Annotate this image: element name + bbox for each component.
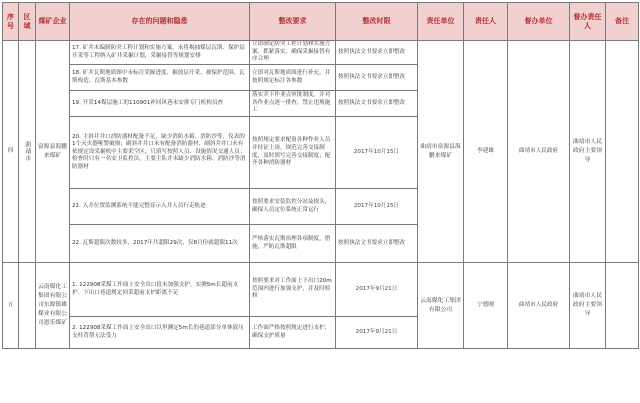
req-cell: 工作面严格按照规定进行支护，确保支护质量 <box>250 317 336 349</box>
group-note <box>606 263 639 349</box>
req-cell: 立即制定防突工程计划和实施方案，抓紧落实，确保采掘接替有序合理 <box>250 41 336 65</box>
group-person: 宁德刚 <box>464 263 508 349</box>
header-mine: 煤矿企业 <box>36 3 70 41</box>
header-note: 备注 <box>606 3 639 41</box>
issue-cell: 2. 122908采煤工作面上安全出口以里测定5m长的巷道部分单体液压支柱背帮无法受力 <box>70 317 250 349</box>
req-cell: 按照要求安装监控分站及探头，确保人员定位系统正常运行 <box>250 189 336 225</box>
rectification-table <box>2 2 639 349</box>
deadline-cell: 2017年9月21日 <box>336 263 418 317</box>
deadline-cell: 2017年9月21日 <box>336 317 418 349</box>
header-unit: 责任单位 <box>418 3 464 41</box>
req-cell: 立即对瓦斯地质图进行补充，并按照规定标注各参数 <box>250 65 336 91</box>
group-person: 李建雄 <box>464 41 508 263</box>
header-seq: 序号 <box>3 3 19 41</box>
issue-cell: 19. 开采14煤层施工的110901补回风巷未安排专门机构员查 <box>70 91 250 117</box>
group-sup-person: 曲靖市人民政府主要领导 <box>570 263 606 349</box>
deadline-cell: 按照执法文书要求立即整改 <box>336 91 418 117</box>
deadline-cell: 按照执法文书要求立即整改 <box>336 65 418 91</box>
group-seq: 五 <box>3 263 19 349</box>
group-unit: 曲靖市富源县海鹏来煤矿 <box>418 41 464 263</box>
deadline-cell: 2017年10月15日 <box>336 117 418 189</box>
issue-cell: 18. 矿井瓦斯地质图中未标注采掘进度、掘放层开采、被保护范围、瓦斯构造、瓦斯基本参数 <box>70 65 250 91</box>
group-mine: 富源县海鹏来煤矿 <box>36 41 70 263</box>
header-person: 责任人 <box>464 3 508 41</box>
group-seq: 四 <box>3 41 19 263</box>
issue-cell: 17. 矿井未编制防突工程计划和实施方案，未将揭抽煤层瓦斯、保护层开采等工程纳入矿井采掘计划，采掘接替等规划安排 <box>70 41 250 65</box>
group-unit: 云南煤化工集团有限公司 <box>418 263 464 349</box>
deadline-cell: 按照执法文书要求立即整改 <box>336 41 418 65</box>
group-sup-person: 曲靖市人民政府主要领导 <box>570 41 606 263</box>
group-supervisor: 曲靖市人民政府 <box>508 41 570 263</box>
header-row <box>3 3 639 41</box>
header-region: 区域 <box>19 3 36 41</box>
issue-cell: 1. 122908采煤工作面上安全出口段未加强支护，实测5m长超前支护、下出口巷道规定回采超前支护距离不足 <box>70 263 250 317</box>
table-row <box>3 41 639 65</box>
group-region <box>19 263 36 349</box>
group-note <box>606 41 639 263</box>
header-req: 整改要求 <box>250 3 336 41</box>
req-cell: 落实并下作业点审批制度，并对各作业点逐一排查，禁止违规施工 <box>250 91 336 117</box>
issue-cell: 20. 主斜井井口消防器材配备不足，缺少消防水箱、消防沙等，仪表的1个灭火器哑警破损；副斜井井口未有配备消防器材，副斜井井口未有依规定设采掘机中主要采空区，只填写按照人员、设施情况交通人员；检查时只有一名安卫监控员，主要主队井未缺少消防水箱、消防沙等消防器材 <box>70 117 250 189</box>
header-issues: 存在的问题和隐患 <box>70 3 250 41</box>
req-cell: 按照要求对工作面上下出口20m范围内进行加强支护，并及时检修 <box>250 263 336 317</box>
group-mine: 云南煤化工集团有限公司东源镇雄煤业有限公司恩乐煤矿 <box>36 263 70 349</box>
deadline-cell: 2017年10月15日 <box>336 189 418 225</box>
header-deadline: 整改时限 <box>336 3 418 41</box>
group-supervisor: 曲靖市人民政府 <box>508 263 570 349</box>
issue-cell: 21. 入井位置监测系统不能完整显示入井人员行走轨迹 <box>70 189 250 225</box>
header-supervisor: 督办单位 <box>508 3 570 41</box>
header-sup-person: 督办责任人 <box>570 3 606 41</box>
group-region: 曲靖市 <box>19 41 36 263</box>
table-row <box>3 263 639 317</box>
issue-cell: 22. 瓦斯超限次数较多，2017年共超限29次，仅8月份就超限11次 <box>70 225 250 263</box>
req-cell: 严格落实瓦斯治理各项制度，措施，严防瓦斯超限 <box>250 225 336 263</box>
deadline-cell: 按照执法文书要求立即整改 <box>336 225 418 263</box>
req-cell: 按照规定要求配备各种作业人员并持证上岗，规范完善交接制度，及时填写完善交接制度；配齐各种消防器材 <box>250 117 336 189</box>
